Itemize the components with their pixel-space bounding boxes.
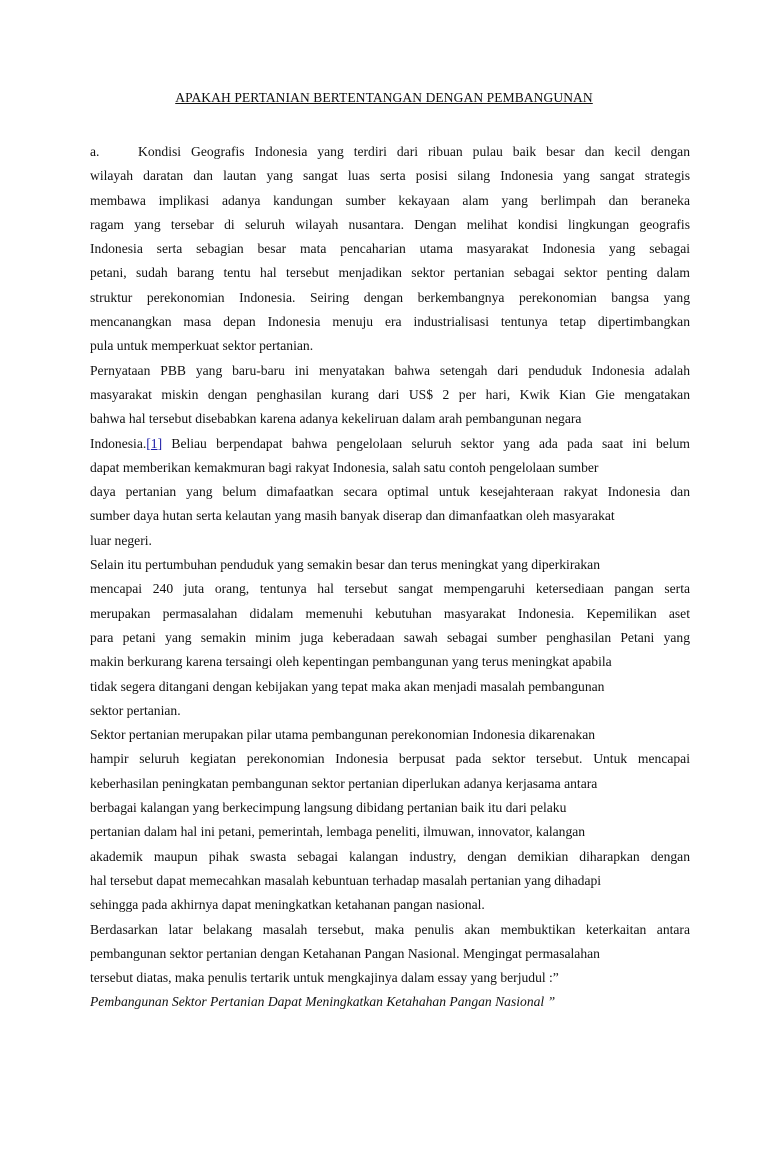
list-marker: a.: [90, 144, 100, 159]
text-line: [90, 966, 690, 990]
text-line: [90, 261, 690, 285]
text-line: [90, 820, 690, 844]
line-text: Sektor pertanian merupakan pilar utama pembangunan perekonomian Indonesia dikarenakan: [90, 727, 596, 743]
line-text: merupakan permasalahan didalam memenuhi kebutuhan masyarakat Indonesia. Kepemilikan aset: [90, 605, 690, 621]
text-line: [90, 529, 690, 553]
document-title: APAKAH PERTANIAN BERTENTANGAN DENGAN PEMBANGUNAN: [175, 90, 593, 105]
text-line: [90, 577, 690, 601]
line-text: berbagai kalangan yang berkecimpung langsung dibidang pertanian baik itu dari pelaku: [90, 800, 567, 816]
line-text: struktur perekonomian Indonesia. Seiring dengan berkembangnya perekonomian bangsa yang: [90, 289, 690, 305]
line-text: mencapai 240 juta orang, tentunya hal tersebut sangat mempengaruhi ketersediaan pangan serta: [90, 581, 690, 597]
line-text: Kondisi Geografis Indonesia yang terdiri dari ribuan pulau baik besar dan kecil dengan: [138, 144, 690, 159]
text-line: [90, 990, 690, 1014]
text-line: [90, 310, 690, 334]
line-text: hampir seluruh kegiatan perekonomian Indonesia berpusat pada sektor tersebut. Untuk mencapai: [90, 751, 690, 767]
text-line: [90, 359, 690, 383]
text-line: [90, 432, 690, 456]
text-line: [90, 772, 690, 796]
line-text: keberhasilan peningkatan pembangunan sektor pertanian diperlukan adanya kerjasama antara: [90, 775, 598, 791]
text-line: [90, 675, 690, 699]
text-line: [90, 626, 690, 650]
line-text: pula untuk memperkuat sektor pertanian.: [90, 338, 314, 354]
text-line: [90, 456, 690, 480]
line-text: Pembangunan Sektor Pertanian Dapat Meningkatkan Ketahahan Pangan Nasional ”: [90, 994, 556, 1010]
line-text: daya pertanian yang belum dimafaatkan secara optimal untuk kesejahteraan rakyat Indonesia dan: [90, 484, 690, 500]
text-line: [90, 164, 690, 188]
line-text: masyarakat miskin dengan penghasilan kurang dari US$ 2 per hari, Kwik Kian Gie mengatakan: [90, 386, 690, 402]
line-text: tersebut diatas, maka penulis tertarik untuk mengkajinya dalam essay yang berjudul :”: [90, 970, 559, 986]
text-line: [90, 699, 690, 723]
line-text: Indonesia.: [90, 435, 147, 451]
text-line: [90, 407, 690, 431]
line-text: Beliau berpendapat bahwa pengelolaan seluruh sektor yang ada pada saat ini belum: [162, 435, 690, 451]
text-line: [90, 237, 690, 261]
text-line: [90, 504, 690, 528]
text-line: [90, 942, 690, 966]
line-text: sumber daya hutan serta kelautan yang masih banyak diserap dan dimanfaatkan oleh masyarakat: [90, 508, 615, 524]
text-line: [90, 893, 690, 917]
line-text: Berdasarkan latar belakang masalah tersebut, maka penulis akan membuktikan keterkaitan antara: [90, 921, 690, 937]
line-text: sehingga pada akhirnya dapat meningkatkan ketahanan pangan nasional.: [90, 897, 485, 913]
text-line: [90, 650, 690, 674]
text-line: [90, 383, 690, 407]
text-line: [90, 480, 690, 504]
line-text: sektor pertanian.: [90, 702, 181, 718]
line-text: Pernyataan PBB yang baru-baru ini menyatakan bahwa setengah dari penduduk Indonesia adalah: [90, 362, 690, 378]
line-text: Indonesia serta sebagian besar mata pencaharian utama masyarakat Indonesia yang sebagai: [90, 241, 690, 257]
text-line: [90, 602, 690, 626]
line-text: luar negeri.: [90, 532, 152, 548]
line-text: makin berkurang karena tersaingi oleh kepentingan pembangunan yang terus meningkat apabila: [90, 654, 612, 670]
line-text: pertanian dalam hal ini petani, pemerintah, lembaga peneliti, ilmuwan, innovator, kalangan: [90, 824, 586, 840]
text-line: [90, 189, 690, 213]
line-text: petani, sudah barang tentu hal tersebut menjadikan sektor pertanian sebagai sektor penting dalam: [90, 265, 690, 281]
line-text: dapat memberikan kemakmuran bagi rakyat Indonesia, salah satu contoh pengelolaan sumber: [90, 459, 599, 475]
text-line: [90, 140, 690, 164]
text-line: [90, 553, 690, 577]
text-line: [90, 869, 690, 893]
text-line: [90, 723, 690, 747]
line-text: Selain itu pertumbuhan penduduk yang semakin besar dan terus meningkat yang diperkirakan: [90, 557, 601, 573]
text-line: [90, 213, 690, 237]
line-text: mencanangkan masa depan Indonesia menuju era industrialisasi tentunya tetap dipertimbangkan: [90, 314, 690, 330]
line-text: ragam yang tersebar di seluruh wilayah nusantara. Dengan melihat kondisi lingkungan geografis: [90, 216, 690, 232]
line-text: pembangunan sektor pertanian dengan Ketahanan Pangan Nasional. Mengingat permasalahan: [90, 945, 600, 961]
line-text: membawa implikasi adanya kandungan sumber kekayaan alam yang berlimpah dan beraneka: [90, 192, 690, 208]
text-line: [90, 286, 690, 310]
line-text: akademik maupun pihak swasta sebagai kalangan industry, dengan demikian diharapkan dengan: [90, 848, 690, 864]
line-text: tidak segera ditangani dengan kebijakan yang tepat maka akan menjadi masalah pembangunan: [90, 678, 605, 694]
text-line: [90, 918, 690, 942]
text-line: [90, 334, 690, 358]
text-line: [90, 845, 690, 869]
line-text: bahwa hal tersebut disebabkan karena adanya kekeliruan dalam arah pembangunan negara: [90, 411, 582, 427]
line-text: para petani yang semakin minim juga keberadaan sawah sebagai sumber penghasilan Petani yang: [90, 629, 690, 645]
text-line: [90, 747, 690, 771]
line-text: hal tersebut dapat memecahkan masalah kebuntuan terhadap masalah pertanian yang dihadapi: [90, 872, 602, 888]
line-text: wilayah daratan dan lautan yang sangat luas serta posisi silang Indonesia yang sangat strategis: [90, 168, 690, 184]
text-line: [90, 796, 690, 820]
footnote-link[interactable]: [1]: [146, 435, 163, 451]
document-body: [90, 140, 690, 1015]
